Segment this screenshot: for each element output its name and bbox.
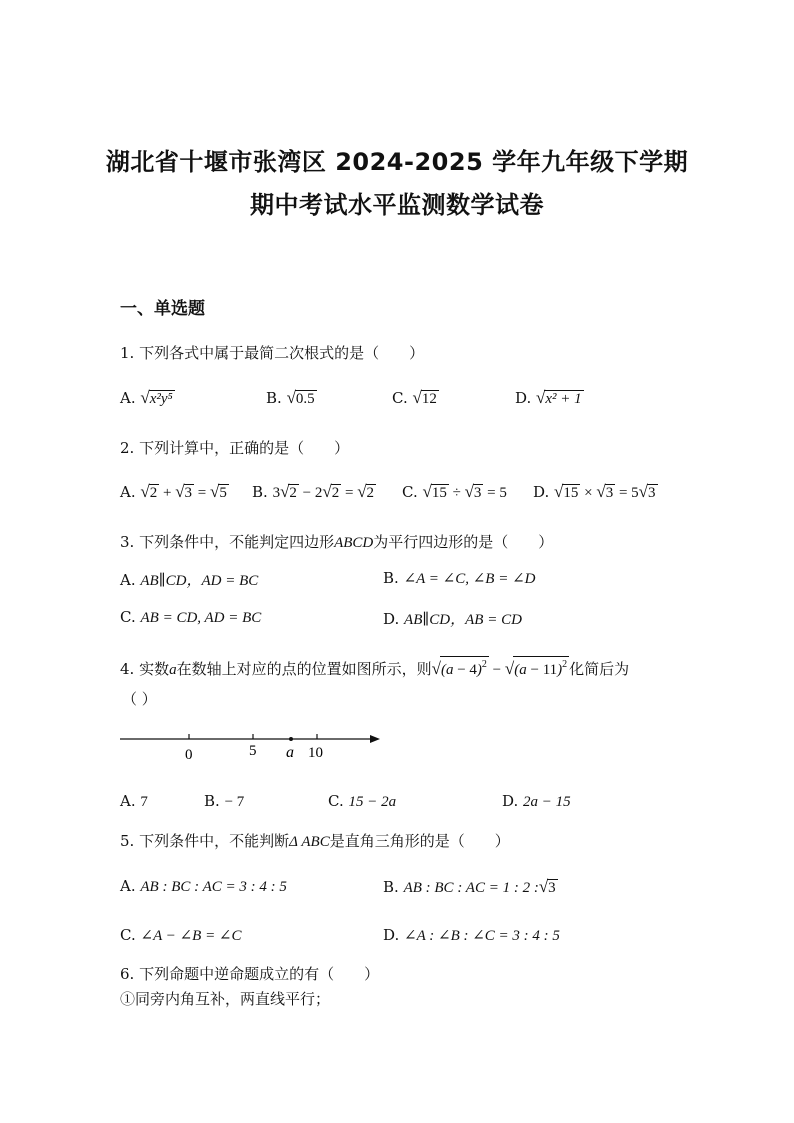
option-label: A. [120, 389, 136, 407]
option-label: D. [515, 389, 532, 407]
q4-option-a [120, 792, 148, 811]
q3-a-expr: AB∥CD，AD = BC [140, 573, 259, 589]
option-label: B. [252, 483, 268, 501]
question-6-item-1: ①同旁内角互补，两直线平行； [120, 990, 331, 1008]
option-label: B. [383, 878, 399, 896]
q4-option-c [328, 792, 396, 811]
option-label: D. [533, 483, 550, 501]
question-2-stem: 2. 下列计算中，正确的是（ ） [120, 439, 350, 457]
question-6-stem: 6. 下列命题中逆命题成立的有（ ） [120, 965, 380, 983]
point-label-a: a [286, 744, 294, 761]
q2-option-b: B. 3√2 − 2√2 = √2 [252, 482, 375, 501]
q4-d-expr: 2a − 15 [523, 794, 571, 810]
option-label: B. [383, 569, 399, 587]
q5-d-expr: ∠A : ∠B : ∠C = 3 : 4 : 5 [404, 928, 560, 944]
q3-option-b [383, 569, 536, 588]
q5-a-expr: AB : BC : AC = 3 : 4 : 5 [140, 879, 287, 895]
q5-option-d [383, 926, 560, 945]
q1-option-a: A. √x²y⁵ [120, 388, 173, 407]
question-4-stem: 4. 实数a在数轴上对应的点的位置如图所示，则$√(a - 4)^2 - √(a - 11)^2$ 化简后为 [120, 656, 629, 679]
q5-option-b: B. AB : BC : AC = 1 : 2 :√3 [383, 877, 556, 896]
q1-option-b: B. √0.5 [266, 388, 315, 407]
q4-a-expr: 7 [140, 794, 148, 810]
question-4-paren: （ ） [122, 690, 157, 708]
option-label: A. [120, 571, 136, 589]
q4-option-b [204, 792, 244, 811]
option-label: B. [266, 389, 282, 407]
q5-option-a [120, 877, 287, 896]
q1-b-expr: 0.5 [295, 391, 315, 407]
q1-c-expr: 12 [421, 391, 437, 407]
q4-b-expr: − 7 [224, 794, 245, 810]
option-label: D. [383, 610, 400, 628]
q2-option-a: A. √2 + √3 = √5 [120, 482, 227, 501]
option-label: C. [392, 389, 408, 407]
tick-label-10: 10 [308, 745, 323, 761]
q4-option-d [502, 792, 571, 811]
q2-option-c: C. √15 ÷ √3 = 5 [402, 482, 507, 501]
q5-c-expr: ∠A − ∠B = ∠C [140, 928, 242, 944]
q3-d-expr: AB∥CD，AB = CD [404, 612, 522, 628]
point-a [289, 737, 293, 741]
q1-d-expr: x² + 1 [545, 391, 582, 407]
q4-c-expr: 15 − 2a [348, 794, 397, 810]
question-1-stem: 1. 下列各式中属于最简二次根式的是（ ） [120, 344, 425, 362]
q3-option-c [120, 608, 261, 627]
q1-a-expr: x²y⁵ [149, 391, 173, 407]
q2-option-d: D. √15 × √3 = 5√3 [533, 482, 656, 501]
q5-b-expr: AB : BC : AC = 1 : 2 : [403, 880, 539, 896]
q5-option-c [120, 926, 242, 945]
tick-label-0: 0 [185, 747, 193, 763]
option-label: D. [502, 792, 519, 810]
option-label: C. [328, 792, 344, 810]
option-label: C. [120, 926, 136, 944]
q3-option-d [383, 608, 522, 629]
question-5-stem: 5. 下列条件中，不能判断Δ ABC是直角三角形的是（ ） [120, 832, 510, 850]
option-label: B. [204, 792, 220, 810]
q4-radical-expression: $√(a - 4)^2 - √(a - 11)^2$ [432, 662, 570, 678]
arrow-icon [370, 735, 380, 743]
q1-option-d: D. √x² + 1 [515, 388, 582, 407]
section-heading: 一、单选题 [120, 299, 205, 319]
q3-b-expr: ∠A = ∠C, ∠B = ∠D [403, 571, 536, 587]
option-label: C. [402, 483, 418, 501]
q3-c-expr: AB = CD, AD = BC [140, 610, 262, 626]
q1-option-c: C. √12 [392, 388, 437, 407]
option-label: D. [383, 926, 400, 944]
q3-option-a [120, 569, 258, 590]
tick-label-5: 5 [249, 743, 257, 759]
number-line-figure [118, 725, 388, 770]
option-label: C. [120, 608, 136, 626]
option-label: A. [120, 483, 136, 501]
option-label: A. [120, 792, 136, 810]
exam-title-line2: 期中考试水平监测数学试卷 [250, 191, 544, 219]
exam-title-line1: 湖北省十堰市张湾区 2024-2025 学年九年级下学期 [105, 148, 689, 176]
option-label: A. [120, 877, 136, 895]
question-3-stem: 3. 下列条件中，不能判定四边形ABCD为平行四边形的是（ ） [120, 533, 554, 551]
